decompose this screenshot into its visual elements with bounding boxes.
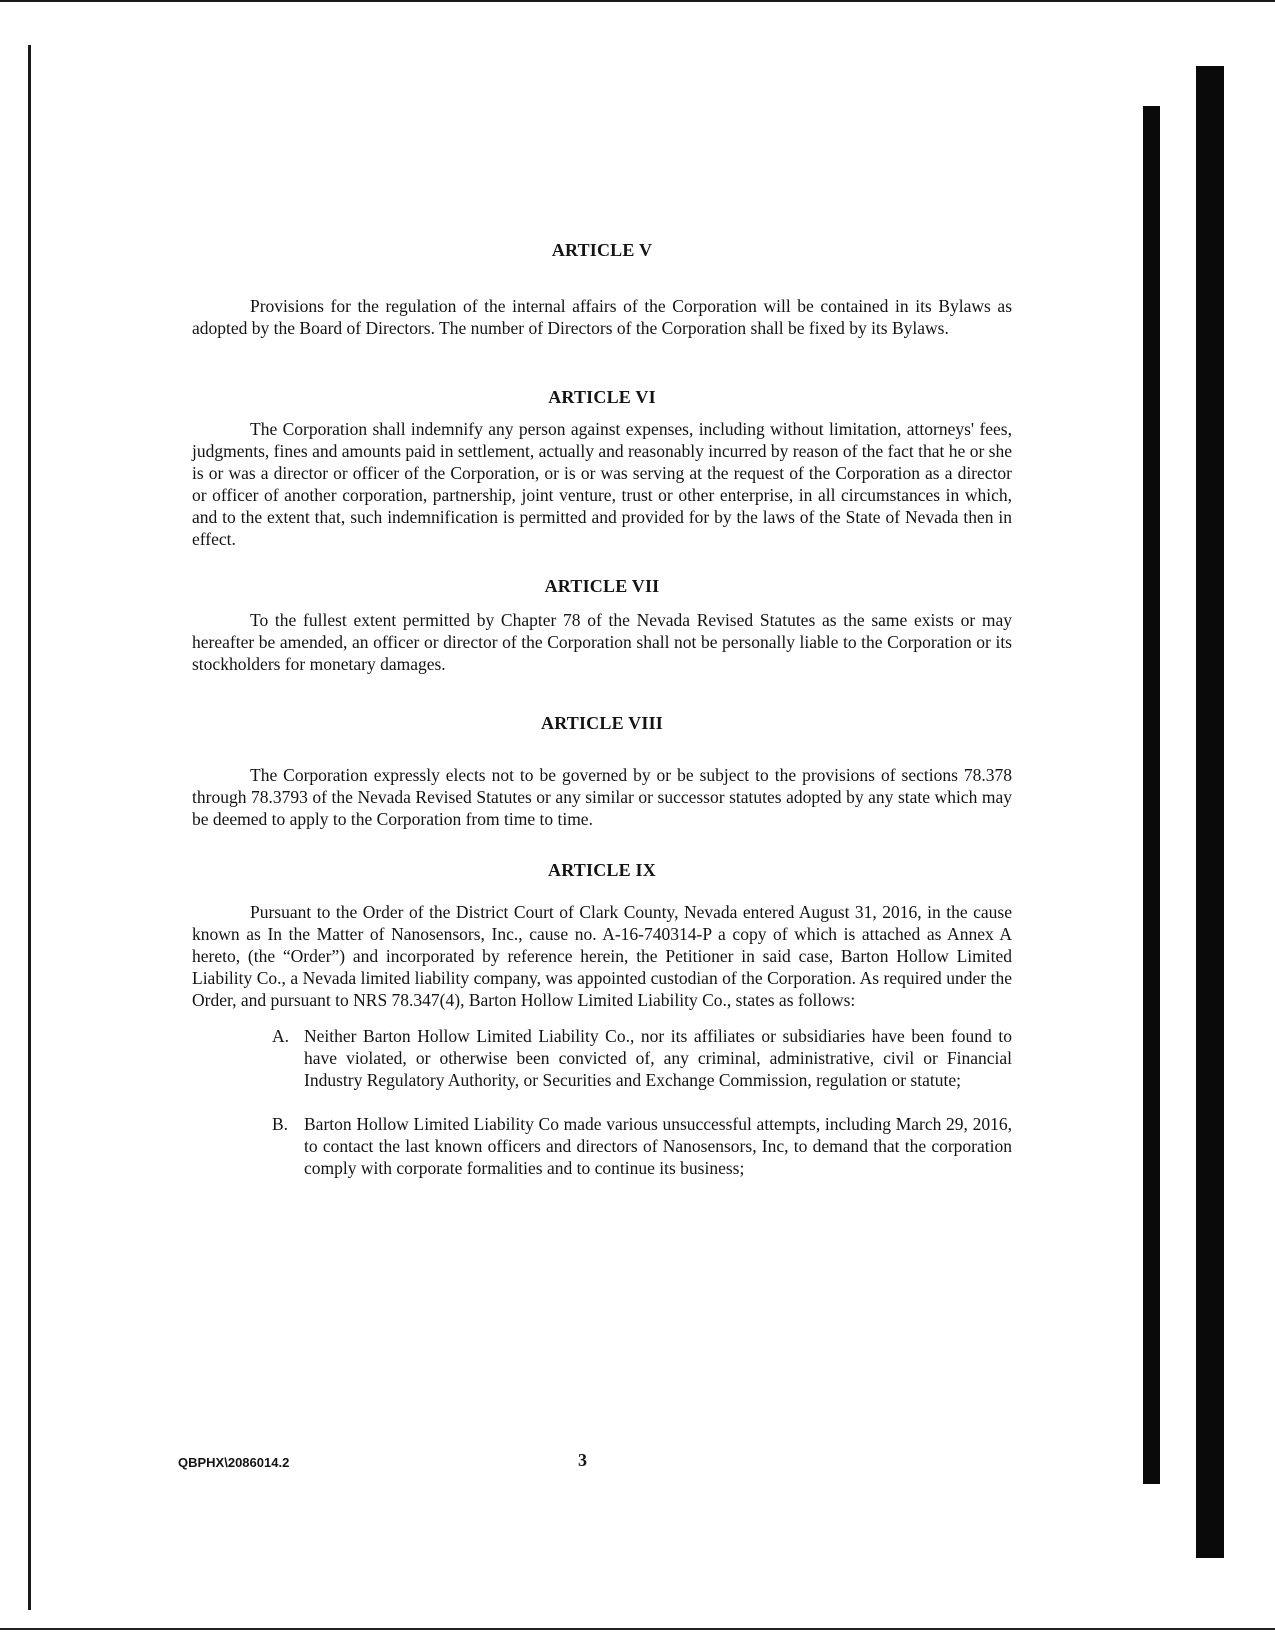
list-marker: A. [272,1026,290,1046]
article-paragraph: The Corporation expressly elects not to be governed by or be subject to the provisions of sections 78.378 through 78.3793 of the Nevada Revised Statutes or any similar or successor statutes adopted by any state which may be deemed to apply to the Corporation from time to time. [192,765,1012,829]
list-item [272,1025,1012,1091]
article-vi [192,387,1012,550]
scan-bar-outer [1196,66,1224,1558]
custodian-statements [192,1025,1012,1179]
list-item [272,1113,1012,1179]
article-heading: ARTICLE IX [548,860,656,880]
scan-edge-top [0,0,1275,2]
article-v [192,240,1012,339]
article-ix [192,860,1012,1179]
document-body [192,240,1012,1201]
scan-edge-left [28,45,31,1610]
document-code: QBPHX\2086014.2 [178,1455,290,1470]
scan-edge-bottom [0,1628,1275,1630]
article-paragraph: Provisions for the regulation of the internal affairs of the Corporation will be contained in its Bylaws as adopted by the Board of Directors. The number of Directors of the Corporation shall be fixed by its Bylaws. [192,296,1012,338]
list-text: Neither Barton Hollow Limited Liability Co., nor its affiliates or subsidiaries have been found to have violated, or otherwise been convicted of, any criminal, administrative, civil or Financial Industry Regulatory Authority, or Securities and Exchange Commission, regulation or statute; [304,1026,1012,1090]
scan-bar-inner [1143,106,1160,1484]
article-paragraph: Pursuant to the Order of the District Court of Clark County, Nevada entered August 31, 2016, in the cause known as In the Matter of Nanosensors, Inc., cause no. A-16-740314-P a copy of which is attached as Annex A hereto, (the “Order”) and incorporated by reference herein, the Petitioner in said case, Barton Hollow Limited Liability Co., a Nevada limited liability company, was appointed custodian of the Corporation. As required under the Order, and pursuant to NRS 78.347(4), Barton Hollow Limited Liability Co., states as follows: [192,902,1012,1010]
page-number: 3 [578,1450,587,1470]
list-marker: B. [272,1114,289,1134]
list-text: Barton Hollow Limited Liability Co made various unsuccessful attempts, including March 29, 2016, to contact the last known officers and directors of Nanosensors, Inc, to demand that the corporation comply with corporate formalities and to continue its business; [304,1114,1012,1178]
article-viii [192,713,1012,830]
article-heading: ARTICLE V [551,240,653,260]
article-heading: ARTICLE VI [548,387,656,407]
article-paragraph: The Corporation shall indemnify any person against expenses, including without limitation, attorneys' fees, judgments, fines and amounts paid in settlement, actually and reasonably incurred by reason of the fact that he or she is or was a director or officer of the Corporation, or is or was serving at the request of the Corporation as a director or officer of another corporation, partnership, joint venture, trust or other enterprise, in all circumstances in which, and to the extent that, such indemnification is permitted and provided for by the laws of the State of Nevada then in effect. [192,419,1012,549]
article-vii [192,576,1012,675]
article-heading: ARTICLE VII [544,576,660,596]
article-heading: ARTICLE VIII [541,713,663,733]
article-paragraph: To the fullest extent permitted by Chapter 78 of the Nevada Revised Statutes as the same exists or may hereafter be amended, an officer or director of the Corporation shall not be personally liable to the Corporation or its stockholders for monetary damages. [192,610,1012,674]
